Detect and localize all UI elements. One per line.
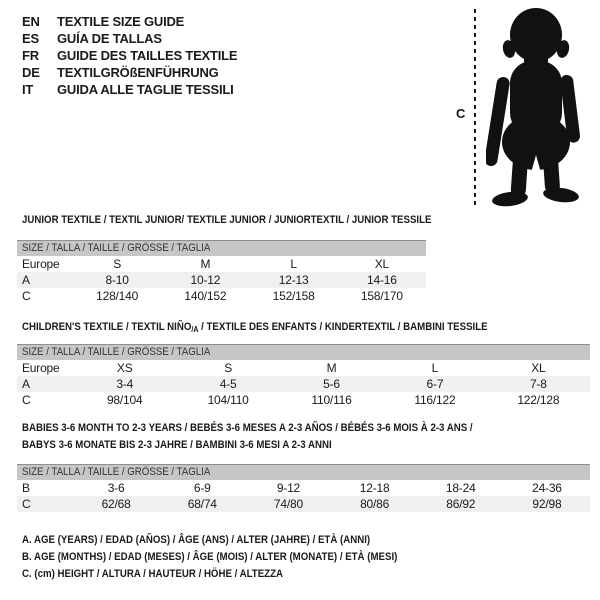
table-cell: 92/98 <box>532 497 562 511</box>
size-header-text: SIZE / TALLA / TAILLE / GRÖSSE / TAGLIA <box>22 346 211 358</box>
table-cell: 9-12 <box>276 481 301 495</box>
legend <box>22 532 449 583</box>
table-cell: 18-24 <box>445 481 476 495</box>
table-row <box>17 480 590 496</box>
row-label: B <box>22 481 30 495</box>
title-text: CHILDREN'S TEXTILE / TEXTIL NIÑO <box>22 321 192 333</box>
table-cell: 98/104 <box>106 393 143 407</box>
language-row <box>22 64 237 81</box>
legend-line: A. AGE (YEARS) / EDAD (AÑOS) / ÂGE (ANS) / ALTER (JAHRE) / ETÀ (ANNI) <box>22 534 371 546</box>
row-label: A <box>22 273 30 287</box>
height-dashed-line <box>474 9 476 205</box>
table-row <box>17 360 590 376</box>
table-cell: S <box>224 361 233 375</box>
size-table-title-line <box>22 420 473 437</box>
language-code: EN <box>22 14 40 29</box>
row-label: C <box>22 393 31 407</box>
language-code: ES <box>22 31 39 46</box>
size-table <box>17 344 590 408</box>
table-cell: 6-7 <box>426 377 444 391</box>
title-text: BABIES 3-6 MONTH TO 2-3 YEARS / BEBÉS 3-6 MESES A 2-3 AÑOS / BÉBÉS 3-6 MOIS À 2-3 ANS / <box>22 422 473 434</box>
row-label: Europe <box>22 257 60 271</box>
table-row <box>17 376 590 392</box>
size-table-title <box>22 212 487 229</box>
table-cell: 104/110 <box>207 393 249 407</box>
table-cell: 5-6 <box>323 377 340 391</box>
table-row <box>17 496 590 512</box>
table-cell: 86/92 <box>446 497 476 511</box>
language-label: GUÍA DE TALLAS <box>57 31 162 46</box>
table-row <box>17 272 426 288</box>
table-cell: 12-18 <box>359 481 390 495</box>
table-cell: L <box>431 361 439 375</box>
language-label: TEXTILE SIZE GUIDE <box>57 14 185 29</box>
table-cell: 8-10 <box>105 273 129 287</box>
language-list <box>22 13 237 98</box>
table-cell: 14-16 <box>367 273 397 287</box>
table-cell: M <box>326 361 337 375</box>
size-table <box>17 464 590 512</box>
size-header-bar <box>17 240 426 256</box>
language-code: FR <box>22 48 39 63</box>
table-cell: 122/128 <box>517 393 560 407</box>
title-subscript: /A <box>191 325 199 334</box>
size-header-text: SIZE / TALLA / TAILLE / GRÖSSE / TAGLIA <box>22 466 211 478</box>
table-cell: 140/152 <box>184 289 227 303</box>
language-label: GUIDE DES TAILLES TEXTILE <box>57 48 238 63</box>
table-cell: 152/158 <box>272 289 315 303</box>
table-cell: 6-9 <box>193 481 211 495</box>
table-row <box>17 392 590 408</box>
table-cell: 3-4 <box>116 377 134 391</box>
table-cell: 116/122 <box>414 393 456 407</box>
table-cell: L <box>290 257 297 271</box>
table-cell: 10-12 <box>190 273 221 287</box>
language-label: GUIDA ALLE TAGLIE TESSILI <box>57 82 234 97</box>
height-c-label: C <box>456 106 466 121</box>
title-text: / TEXTILE DES ENFANTS / KINDERTEXTIL / BAMBINI TESSILE <box>198 321 488 333</box>
size-table <box>17 240 426 304</box>
table-cell: 74/80 <box>273 497 303 511</box>
legend-line: B. AGE (MONTHS) / EDAD (MESES) / ÂGE (MOIS) / ALTER (MONATE) / ETÀ (MESI) <box>22 551 398 563</box>
table-cell: 62/68 <box>101 497 131 511</box>
table-cell: XL <box>531 361 546 375</box>
table-row <box>17 256 426 272</box>
title-text: JUNIOR TEXTILE / TEXTIL JUNIOR/ TEXTILE JUNIOR / JUNIORTEXTIL / JUNIOR TESSILE <box>22 214 432 226</box>
table-cell: M <box>200 257 211 271</box>
table-cell: 110/116 <box>311 393 352 407</box>
legend-line: C. (cm) HEIGHT / ALTURA / HAUTEUR / HÖHE / ALTEZZA <box>22 568 284 580</box>
size-header-bar <box>17 464 590 480</box>
size-table-title-line <box>22 319 488 338</box>
size-table-title <box>22 420 534 454</box>
table-cell: XS <box>116 361 133 375</box>
language-label: TEXTILGRÖßENFÜHRUNG <box>57 65 219 80</box>
table-cell: 3-6 <box>107 481 125 495</box>
table-cell: 7-8 <box>529 377 547 391</box>
language-row <box>22 13 237 30</box>
table-cell: 4-5 <box>219 377 237 391</box>
size-header-bar <box>17 344 590 360</box>
row-label: C <box>22 497 31 511</box>
size-table-title-line <box>22 212 431 229</box>
table-cell: 158/170 <box>360 289 403 303</box>
table-cell: 24-36 <box>532 481 562 495</box>
size-header-text: SIZE / TALLA / TAILLE / GRÖSSE / TAGLIA <box>22 242 211 254</box>
table-cell: 80/86 <box>360 497 390 511</box>
language-row <box>22 81 237 98</box>
row-label: C <box>22 289 31 303</box>
size-table-title-line: BABYS 3-6 MONATE BIS 2-3 JAHRE / BAMBINI 3-6 MESI A 2-3 ANNI <box>22 439 332 451</box>
language-code: IT <box>22 82 34 97</box>
table-row <box>17 288 426 304</box>
table-cell: S <box>113 257 122 271</box>
table-cell: XL <box>374 257 390 271</box>
table-cell: 68/74 <box>187 497 217 511</box>
row-label: Europe <box>22 361 60 375</box>
table-cell: 12-13 <box>278 273 309 287</box>
size-table-title <box>22 319 551 338</box>
language-code: DE <box>22 65 40 80</box>
language-row <box>22 47 237 64</box>
table-cell: 128/140 <box>96 289 139 303</box>
row-label: A <box>22 377 30 391</box>
toddler-silhouette-icon <box>486 5 584 209</box>
language-row <box>22 30 237 47</box>
